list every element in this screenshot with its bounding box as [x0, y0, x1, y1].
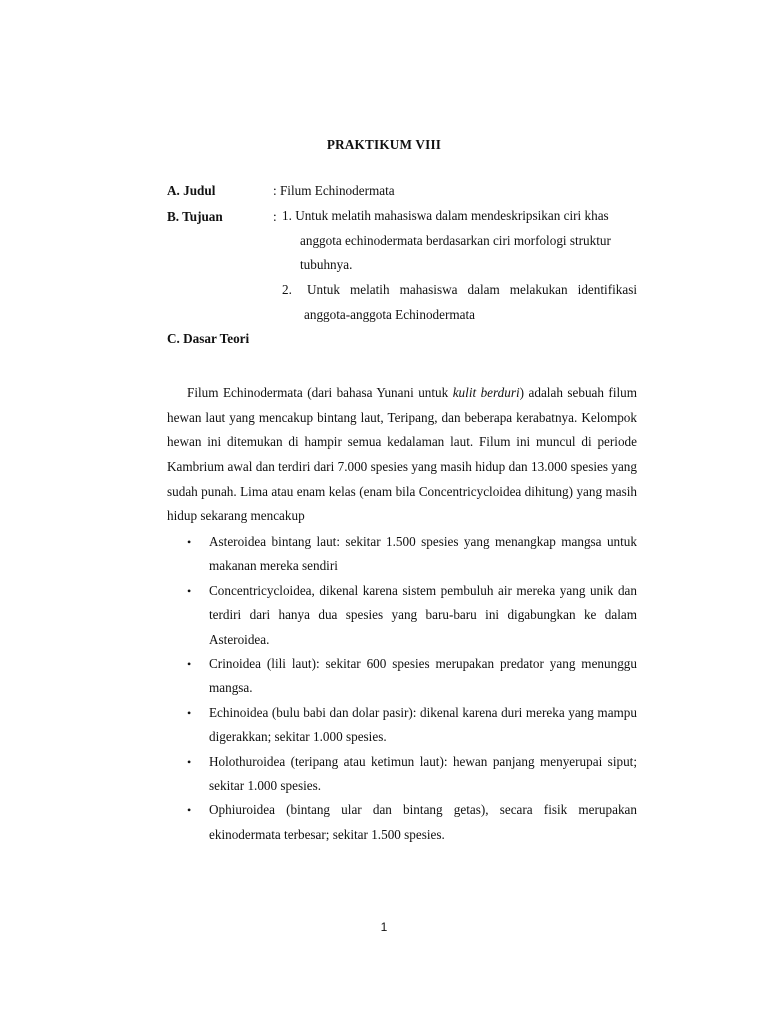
bullet-text: Holothuroidea (teripang atau ketimun laut): hewan panjang menyerupai siput; sekitar 1.000 spesies. — [209, 753, 637, 794]
bullet-text: Ophiuroidea (bintang ular dan bintang getas), secara fisik merupakan ekinodermata terbesar; sekitar 1.500 spesies. — [209, 802, 637, 842]
page-title: PRAKTIKUM VIII — [326, 137, 442, 152]
bullet-item-crinoidea — [167, 652, 637, 701]
bullet-item-asteroidea — [167, 530, 637, 579]
bullet-item-echinoidea — [167, 701, 637, 750]
paragraph-text-rest: ) adalah sebuah filum hewan laut yang mencakup bintang laut, Teripang, dan beberapa kerabatnya. Kelompok hewan ini ditemukan di hampir semua kedalaman laut. Filum ini muncul di periode Kambrium awal dan terdiri dari 7.000 spesies yang masih hidup dan 13.000 spesies yang sudah punah. Lima atau enam kelas (enam bila Concentricycloidea dihitung) yang masih hidup sekarang mencakup — [167, 385, 638, 524]
judul-value: : Filum Echinodermata — [273, 183, 395, 198]
bullet-text: Asteroidea bintang laut: sekitar 1.500 spesies yang menangkap mangsa untuk makanan mereka sendiri — [209, 534, 637, 574]
bullet-item-concentricycloidea — [167, 579, 637, 652]
tujuan-item-1-line-2: anggota echinodermata berdasarkan ciri morfologi struktur — [300, 232, 611, 248]
bullet-text: Echinoidea (bulu babi dan dolar pasir): dikenal karena duri mereka yang mampu digerakkan; sekitar 1.000 spesies. — [209, 704, 637, 745]
tujuan-item-2-number: 2. — [282, 282, 292, 297]
section-label-dasar-teori: C. Dasar Teori — [167, 331, 250, 346]
paragraph-text-start: Filum Echinodermata (dari bahasa Yunani untuk — [187, 385, 453, 401]
section-label-judul: A. Judul — [167, 183, 216, 198]
tujuan-item-2-line-1: Untuk melatih mahasiswa dalam melakukan identifikasi — [307, 282, 637, 297]
bullet-item-holothuroidea — [167, 750, 637, 799]
bullet-text: Concentricycloidea, dikenal karena sistem pembuluh air mereka yang unik dan terdiri dari hanya dua spesies yang baru-baru ini digabungkan ke dalam Asteroidea. — [209, 582, 637, 647]
class-bullet-list — [167, 530, 637, 847]
paragraph-italic-term: kulit berduri — [452, 385, 520, 401]
page-number: 1 — [380, 920, 388, 934]
bullet-dot-icon: • — [187, 657, 192, 672]
bullet-item-ophiuroidea — [167, 798, 637, 847]
tujuan-item-1-line-1: 1. Untuk melatih mahasiswa dalam mendeskripsikan ciri khas — [282, 208, 609, 223]
bullet-dot-icon: • — [187, 535, 192, 549]
bullet-text: Crinoidea (lili laut): sekitar 600 spesies merupakan predator yang menunggu mangsa. — [209, 656, 637, 696]
bullet-dot-icon: • — [187, 803, 192, 818]
bullet-dot-icon: • — [187, 754, 192, 769]
bullet-dot-icon: • — [187, 583, 192, 598]
tujuan-item-2 — [282, 278, 642, 327]
bullet-dot-icon: • — [187, 705, 192, 720]
dasar-teori-paragraph — [167, 381, 637, 529]
tujuan-item-2-line-2: anggota-anggota Echinodermata — [304, 306, 475, 322]
section-label-tujuan: B. Tujuan — [167, 209, 223, 224]
tujuan-item-1 — [282, 204, 642, 278]
tujuan-colon: : — [273, 209, 277, 224]
tujuan-item-1-line-3: tubuhnya. — [300, 257, 353, 272]
